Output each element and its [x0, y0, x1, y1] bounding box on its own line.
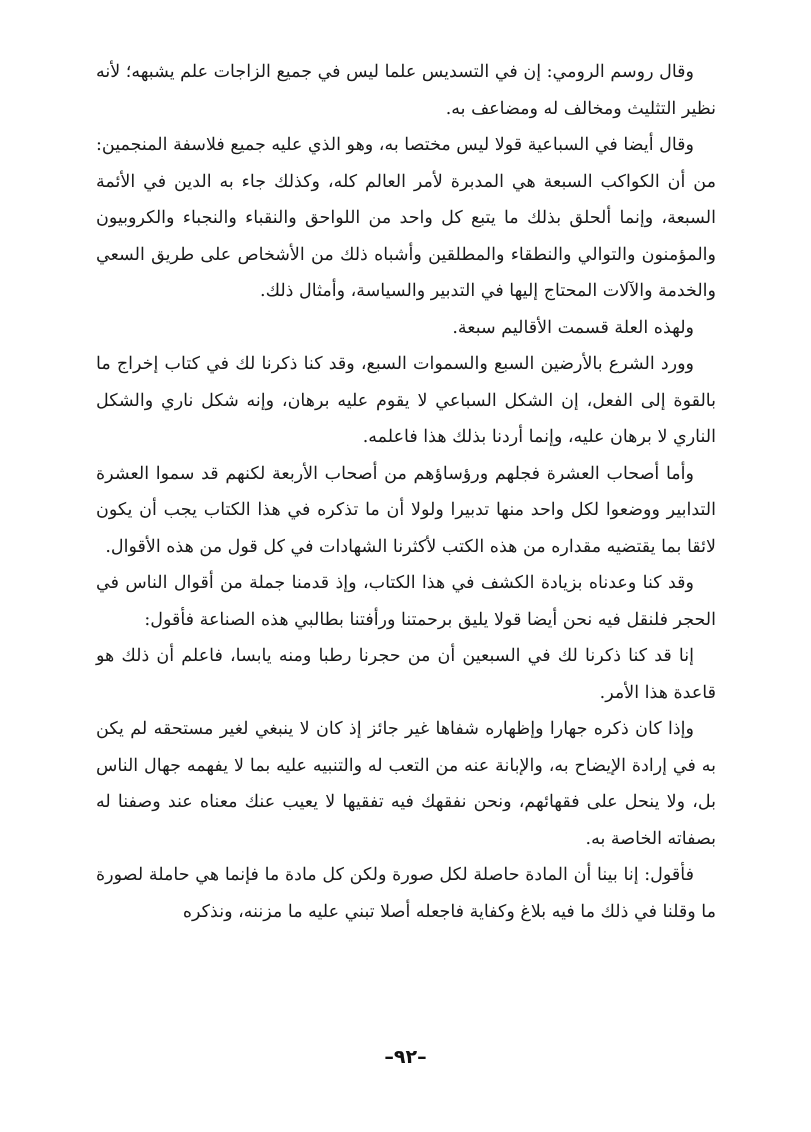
paragraph-8: وإذا كان ذكره جهارا وإظهاره شفاها غير جائز إذ كان لا ينبغي لغير مستحقه لم يكن به في إرادة الإيضاح به، والإبانة عنه من التعب له والتنبيه عليه بما لا يفهمه جهال الناس بل، ولا ينحل على فقهائهم، ونحن نفقهك فيه تفقيها لا يعيب عنك معناه عند وصفنا له بصفاته الخاصة به.: [96, 719, 716, 849]
paragraph-4: وورد الشرع بالأرضين السبع والسموات السبع، وقد كنا ذكرنا لك في كتاب إخراج ما بالقوة إلى الفعل، إن الشكل السباعي لا يقوم عليه برهان، وإنه شكل ناري والشكل الناري لا برهان عليه، وإنما أردنا بذلك هذا فاعلمه.: [96, 354, 716, 447]
page-number: –٩٢–: [384, 1046, 427, 1068]
paragraph-2: وقال أيضا في السباعية قولا ليس مختصا به، وهو الذي عليه جميع فلاسفة المنجمين: من أن الكواكب السبعة هي المدبرة لأمر العالم كله، وكذلك جاء به الدين في الأئمة السبعة، وإنما ألحلق بذلك ما يتبع كل واحد من اللواحق والنقباء والنجباء والكروبيون والمؤمنون والتوالي والنطقاء والمطلقين وأشباه ذلك من الأشخاص على طريق السعي والخدمة والآلات المحتاج إليها في التدبير والسياسة، وأمثال ذلك.: [96, 135, 716, 301]
paragraph-1: وقال روسم الرومي: إن في التسديس علما ليس في جميع الزاجات علم يشبهه؛ لأنه نظير التثليث ومخالف له ومضاعف به.: [96, 62, 716, 119]
paragraph-7: إنا قد كنا ذكرنا لك في السبعين أن من حجرنا رطبا ومنه يابسا، فاعلم أن ذلك هو قاعدة هذا الأمر.: [96, 646, 716, 703]
paragraph-6: وقد كنا وعدناه بزيادة الكشف في هذا الكتاب، وإذ قدمنا جملة من أقوال الناس في الحجر فلنقل فيه نحن أيضا قولا يليق برحمتنا ورأفتنا بطالبي هذه الصناعة فأقول:: [96, 573, 716, 630]
paragraph-9: فأقول: إنا بينا أن المادة حاصلة لكل صورة ولكن كل مادة ما فإنما هي حاملة لصورة ما وقلنا في ذلك ما فيه بلاغ وكفاية فاجعله أصلا تبني عليه ما مزننه، ونذكره: [96, 865, 716, 922]
paragraph-5: وأما أصحاب العشرة فجلهم ورؤساؤهم من أصحاب الأربعة لكنهم قد سموا العشرة التدابير ووضعوا لكل واحد منها تدبيرا ولولا أن ما تذكره في هذا الكتاب يجب أن يكون لائقا بما يقتضيه مقداره من هذه الكتب لأكثرنا الشهادات في كل قول من هذه الأقوال.: [96, 463, 716, 557]
document-text-block: [96, 54, 716, 930]
paragraph-3: ولهذه العلة قسمت الأقاليم سبعة.: [452, 317, 694, 338]
